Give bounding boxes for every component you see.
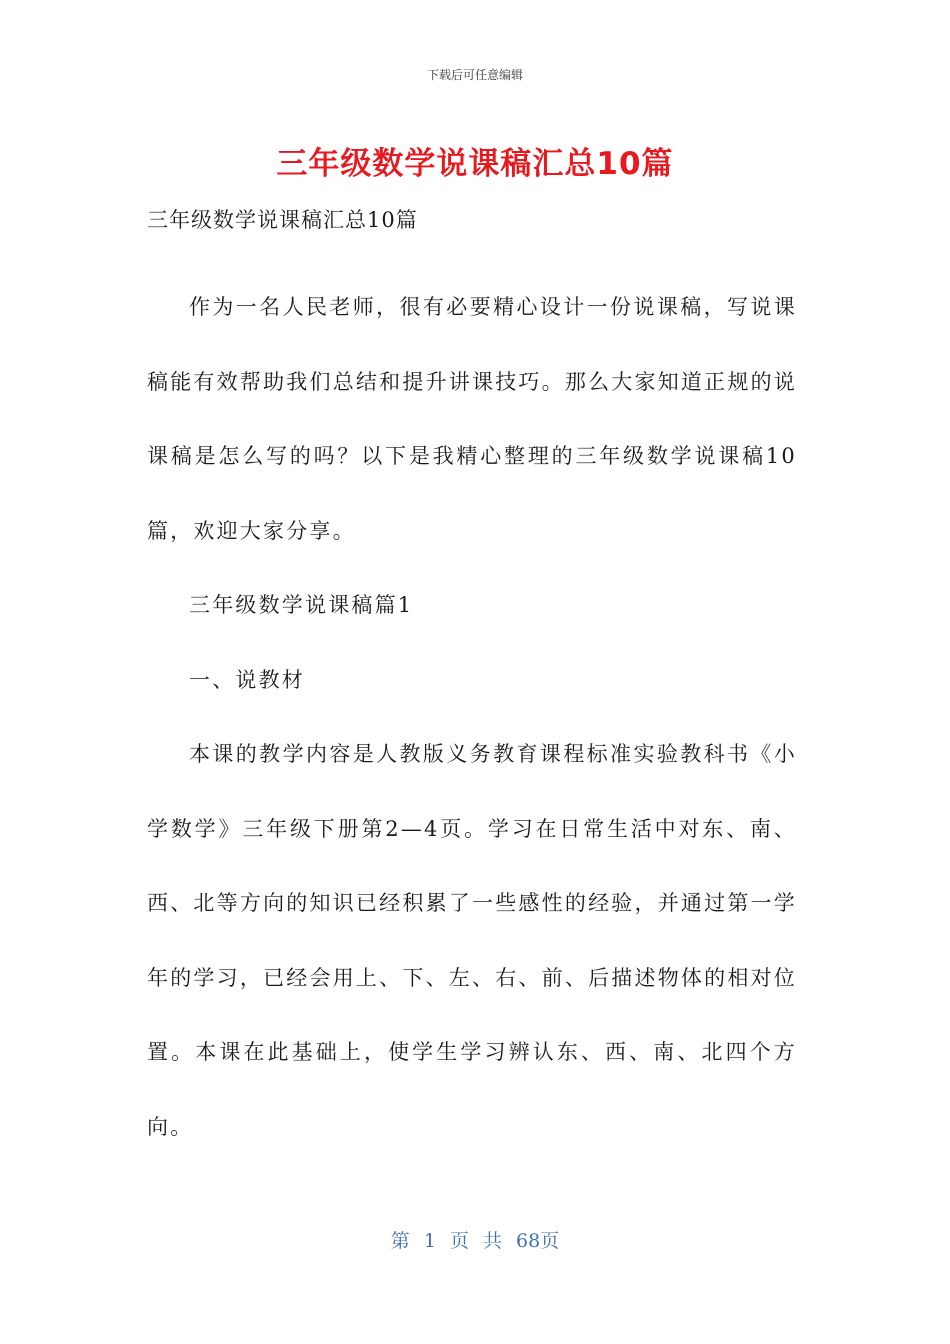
- document-subtitle: 三年级数学说课稿汇总10篇: [147, 208, 418, 232]
- subsection-heading: 一、说教材: [189, 667, 305, 692]
- document-title: 三年级数学说课稿汇总10篇: [276, 146, 674, 182]
- page-number-footer: 第 1 页 共 68页: [390, 1230, 560, 1252]
- section-heading: 三年级数学说课稿篇1: [189, 593, 414, 617]
- document-body: [147, 270, 797, 1164]
- header-note: 下载后可任意编辑: [426, 68, 523, 82]
- content-paragraph: 本课的教学内容是人教版义务教育课程标准实验教科书《小学数学》三年级下册第2—4页。学习在日常生活中对东、南、西、北等方向的知识已经积累了一些感性的经验，并通过第一学年的学习，已经会用上、下、左、右、前、后描述物体的相对位置。本课在此基础上，使学生学习辨认东、西、南、北四个方向。: [147, 742, 797, 1139]
- intro-paragraph: 作为一名人民老师，很有必要精心设计一份说课稿，写说课稿能有效帮助我们总结和提升讲课技巧。那么大家知道正规的说课稿是怎么写的吗？以下是我精心整理的三年级数学说课稿10篇，欢迎大家分享。: [147, 295, 797, 543]
